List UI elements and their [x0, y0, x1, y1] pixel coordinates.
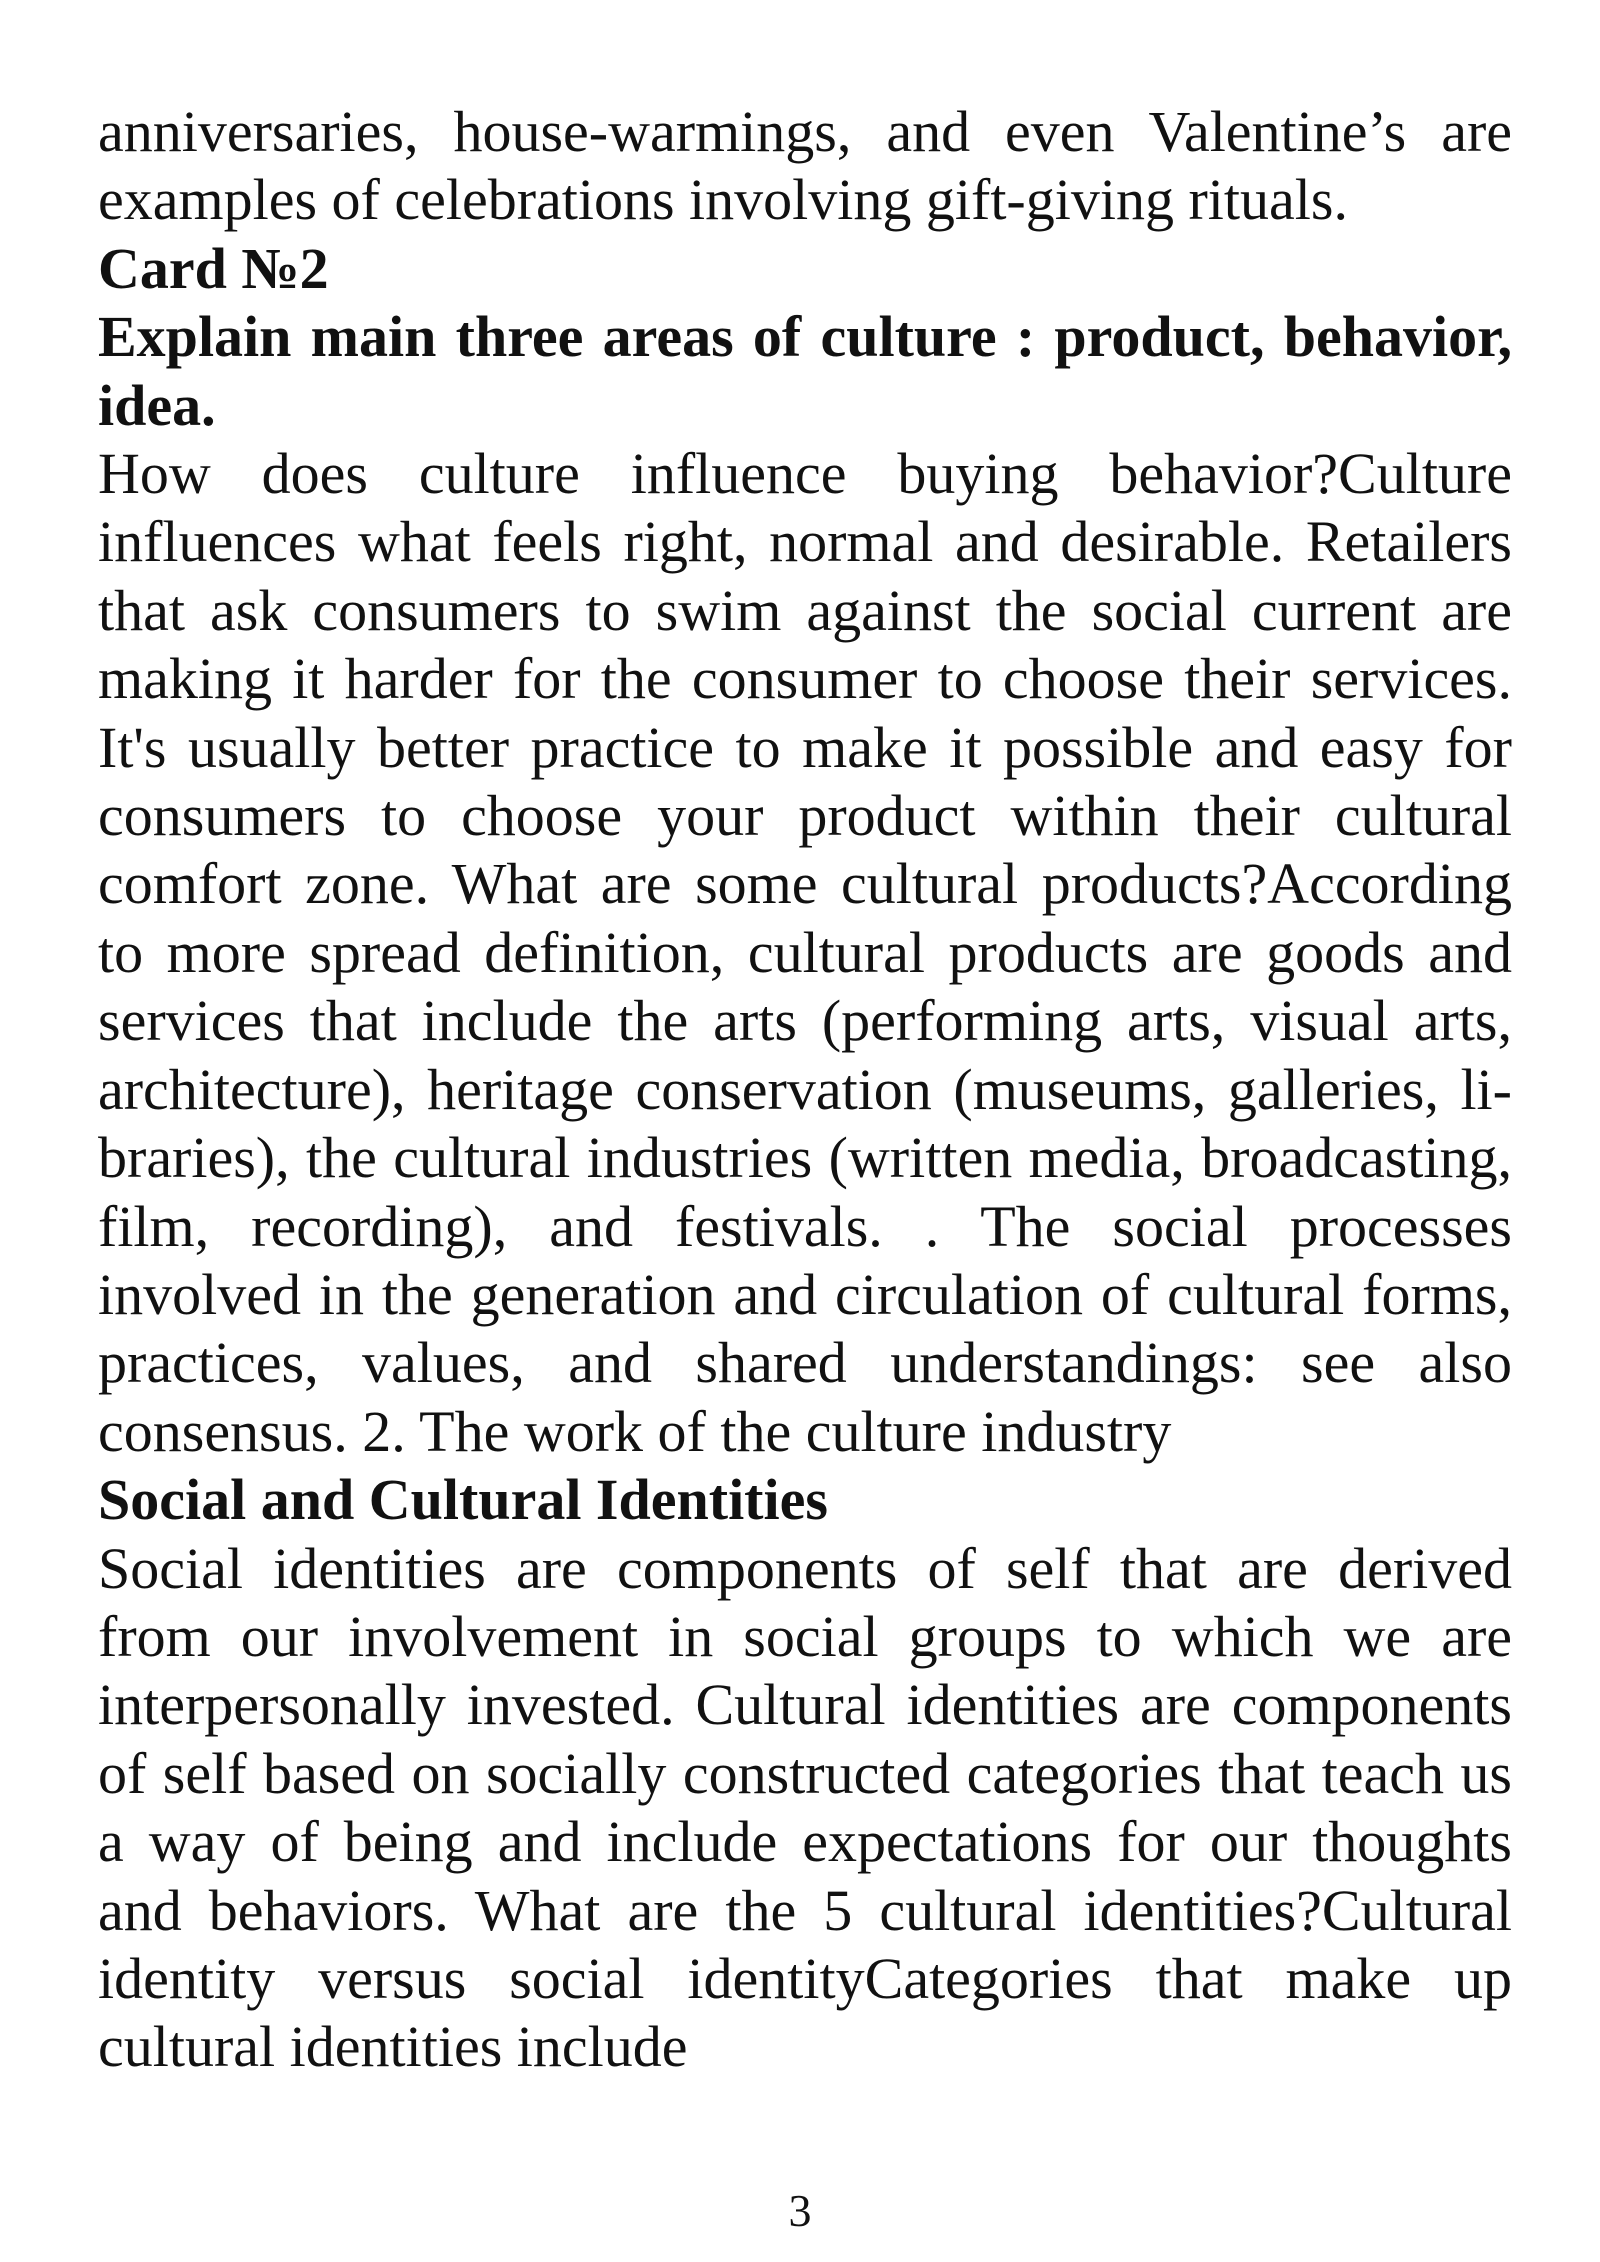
- card-label: Card №2: [98, 235, 329, 301]
- card-question: Explain main three areas of culture : product, behavior, idea.: [98, 304, 1512, 438]
- culture-paragraph: How does culture influence buying behavior?Culture influences what feels right, normal and desirable. Retailers that ask consumers to swim against the social current are making it harder for the consumer to choose their services. It's usually better practice to make it possible and easy for consumers to choose your product within their cultural comfort zone. What are some cultural products?According to more spread definition, cultural products are goods and services that include the arts (performing arts, visual arts, architecture), heritage conservation (museums, galleries, li-braries), the cultural industries (written media, broadcasting, film, recording), and festivals. . The social processes involved in the generation and circulation of cultural forms, practices, values, and shared understandings: see also consensus. 2. The work of the culture industry: [98, 441, 1512, 1464]
- intro-paragraph: anniversaries, house-warmings, and even Valentine’s are examples of celebrations involving gift-giving rituals.: [98, 99, 1512, 233]
- page-number: 3: [788, 2185, 812, 2236]
- identities-paragraph: Social identities are components of self that are derived from our involvement in social groups to which we are interpersonally invested. Cultural identities are components of self based on socially constructed categories that teach us a way of being and include expectations for our thoughts and behaviors. What are the 5 cultural identities?Cultural identity versus social identityCategories that make up cultural identities include: [98, 1535, 1512, 2080]
- identities-heading: Social and Cultural Identities: [98, 1467, 828, 1533]
- document-page: [98, 98, 1512, 2082]
